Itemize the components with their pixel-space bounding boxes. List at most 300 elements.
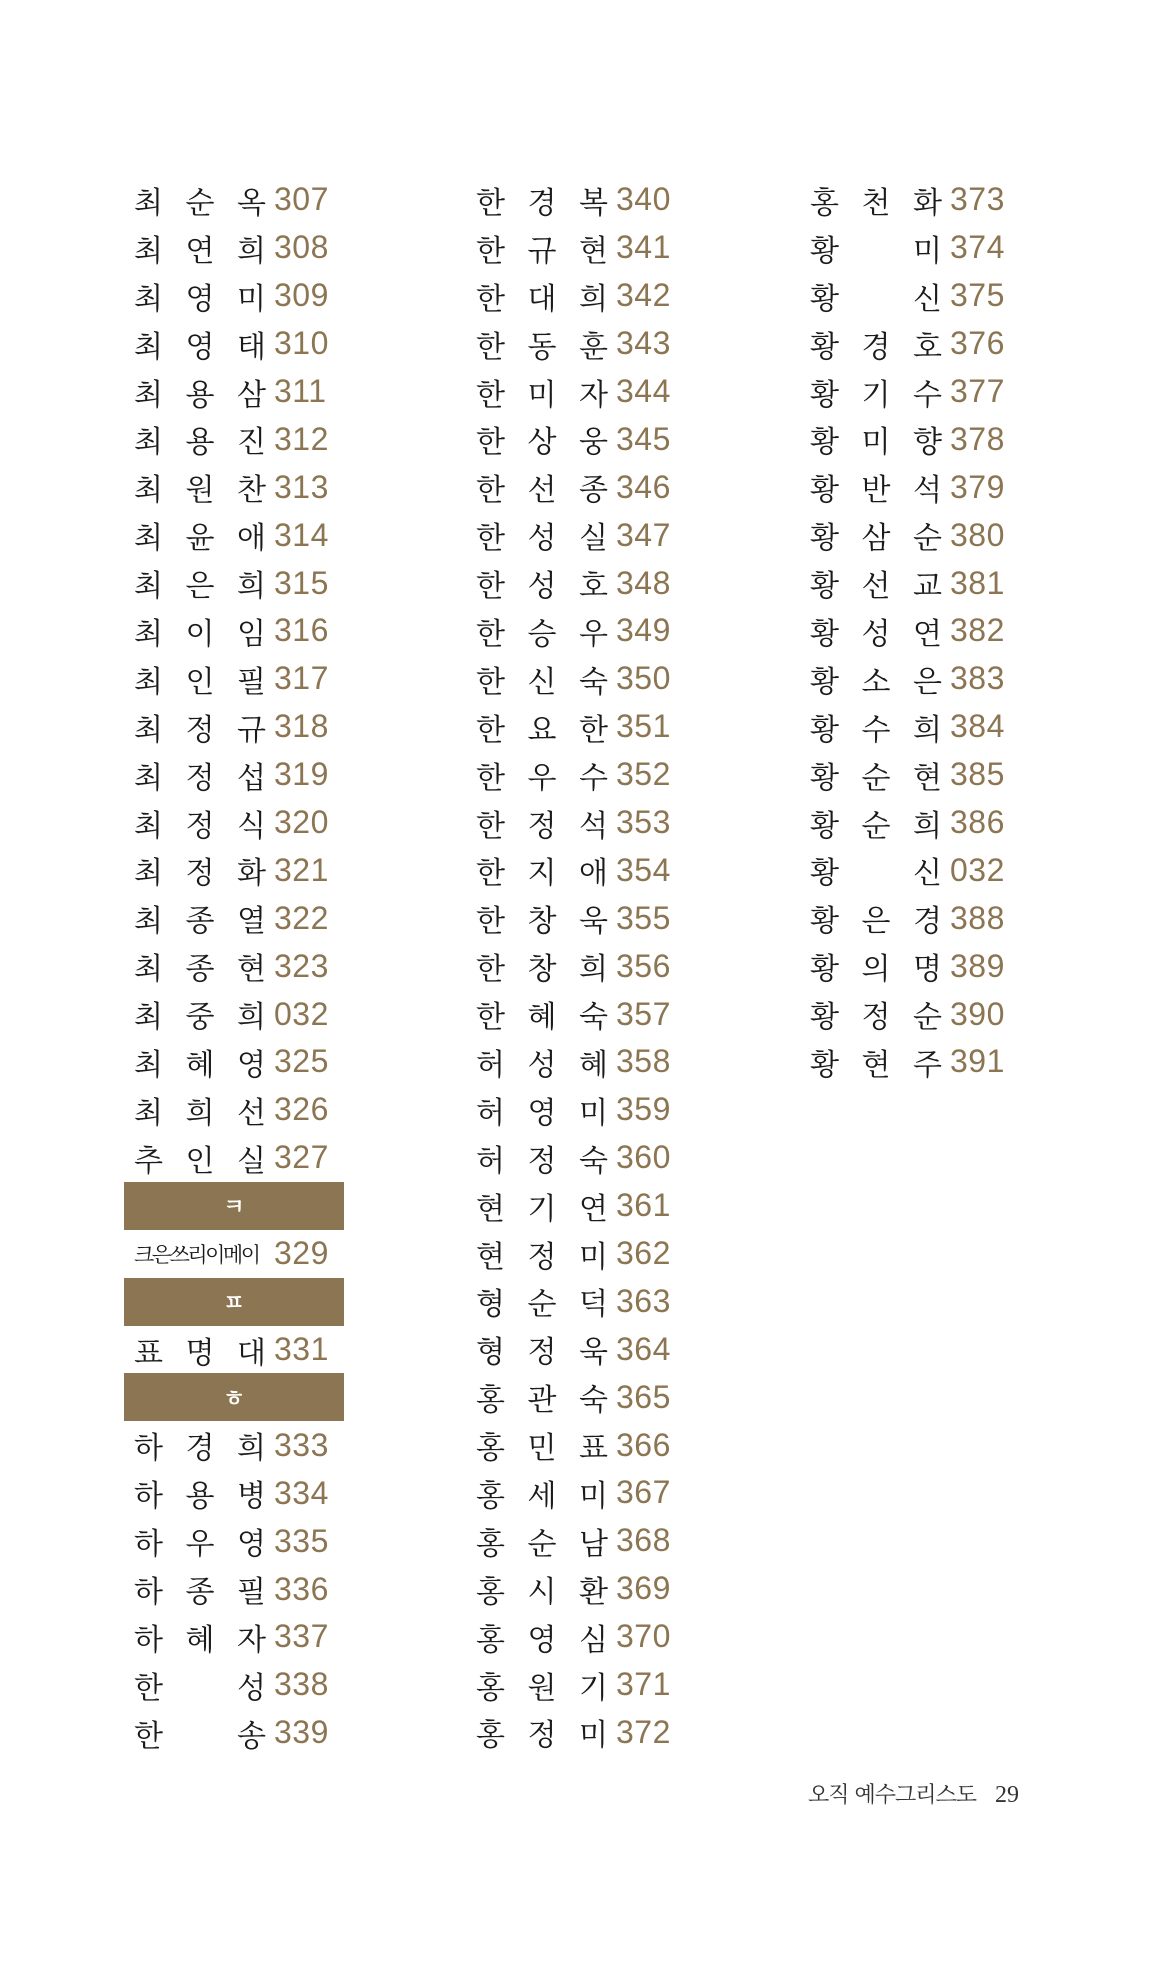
name-char: 송: [237, 1718, 266, 1754]
entry-page-number: 307: [274, 181, 329, 218]
name-char: 한: [476, 904, 505, 940]
name-char: 표: [134, 1335, 163, 1371]
entry-page-number: 312: [274, 420, 329, 457]
entry-page-number: 308: [274, 229, 329, 266]
index-entry: [466, 1613, 686, 1661]
name-char: 미: [237, 281, 266, 317]
entry-page-number: 350: [616, 660, 671, 697]
name-char: 혜: [185, 1047, 215, 1083]
name-char: 정: [185, 856, 215, 892]
name-char: 최: [134, 1047, 163, 1083]
name-char: 원: [185, 473, 215, 509]
name-char: 홍: [476, 1574, 505, 1610]
index-entry: [800, 224, 1020, 272]
name-char: 홍: [476, 1383, 505, 1419]
name-char: 인: [185, 664, 215, 700]
name-char: 기: [579, 1670, 608, 1706]
name-char: 승: [527, 616, 557, 652]
entry-name: [466, 1423, 608, 1467]
section-header: ㅋ: [124, 1182, 344, 1230]
entry-page-number: 032: [950, 851, 1005, 888]
name-char: 순: [185, 185, 215, 221]
index-entry: [466, 1517, 686, 1565]
entry-name: [466, 274, 608, 318]
index-entry: [800, 990, 1020, 1038]
name-char: 최: [134, 808, 163, 844]
name-char: 원: [527, 1670, 557, 1706]
entry-page-number: 321: [274, 851, 329, 888]
entry-page-number: 311: [274, 373, 327, 409]
name-char: 한: [476, 185, 505, 221]
name-char: 상: [527, 425, 557, 461]
entry-name: [124, 370, 266, 414]
name-char: 종: [185, 952, 215, 988]
entry-page-number: 383: [950, 660, 1005, 697]
index-entry: [800, 846, 1020, 894]
name-char: 최: [134, 952, 163, 988]
entry-name: [124, 801, 266, 845]
name-char: 한: [134, 1718, 163, 1754]
index-entry: [466, 511, 686, 559]
name-char: 정: [185, 760, 215, 796]
entry-page-number: 391: [950, 1043, 1005, 1080]
entry-page-number: 314: [274, 516, 329, 553]
index-entry: [800, 415, 1020, 463]
entry-page-number: 390: [950, 995, 1005, 1032]
index-entry: [800, 272, 1020, 320]
name-char: 수: [861, 712, 891, 748]
name-char: 태: [237, 329, 266, 365]
name-char: 실: [579, 521, 608, 557]
index-entry: [466, 942, 686, 990]
entry-page-number: 358: [616, 1043, 671, 1080]
name-char: 성: [237, 1670, 266, 1706]
name-char: 숙: [579, 1143, 608, 1179]
index-entry: [800, 463, 1020, 511]
index-entry: [124, 1661, 344, 1709]
name-char: 영: [527, 1622, 557, 1658]
name-char: 숙: [579, 664, 608, 700]
name-char: 삼: [237, 377, 266, 413]
name-char: 식: [237, 808, 266, 844]
name-char: 정: [527, 1239, 557, 1275]
name-char: 선: [237, 1095, 266, 1131]
index-entry: [466, 607, 686, 655]
index-entry: [466, 1661, 686, 1709]
entry-name: [466, 657, 608, 701]
entry-name: [800, 561, 942, 605]
name-char: 경: [861, 329, 891, 365]
name-char: 최: [134, 569, 163, 605]
entry-page-number: 348: [616, 564, 671, 601]
entry-page-number: 325: [274, 1043, 329, 1080]
name-char: 자: [579, 377, 608, 413]
name-char: 황: [810, 856, 839, 892]
name-char: 혜: [527, 1000, 557, 1036]
name-char: 필: [237, 1575, 266, 1611]
name-char: 황: [810, 377, 839, 413]
entry-name: [800, 226, 942, 270]
name-char: 병: [237, 1479, 266, 1515]
name-char: 한: [476, 473, 505, 509]
name-char: 기: [527, 1191, 557, 1227]
name-char: 현: [237, 952, 266, 988]
entry-name: [800, 848, 942, 892]
entry-page-number: 371: [616, 1666, 671, 1703]
entry-page-number: 369: [616, 1570, 671, 1607]
index-entry: [124, 1038, 344, 1086]
entry-name: [800, 1040, 942, 1084]
name-char: 황: [810, 233, 839, 269]
name-char: 옥: [237, 185, 266, 221]
name-char: 순: [913, 1000, 942, 1036]
entry-page-number: 316: [274, 612, 329, 649]
name-char: 순: [913, 521, 942, 557]
entry-name: [466, 370, 608, 414]
name-char: 형: [476, 1287, 505, 1323]
entry-page-number: 354: [616, 851, 671, 888]
index-entry: [124, 1421, 344, 1469]
name-char: 황: [810, 281, 839, 317]
name-char: 희: [913, 712, 942, 748]
name-char: 홍: [476, 1478, 505, 1514]
entry-name: [466, 322, 608, 366]
name-char: 추: [134, 1143, 163, 1179]
name-char: 훈: [579, 329, 608, 365]
name-char: 황: [810, 425, 839, 461]
section-header: ㅍ: [124, 1278, 344, 1326]
index-entry: [466, 368, 686, 416]
entry-name: [124, 657, 266, 701]
entry-page-number: 343: [616, 325, 671, 362]
name-char: 한: [476, 233, 505, 269]
name-char: 신: [527, 664, 557, 700]
name-char: 선: [861, 569, 891, 605]
name-char: 최: [134, 521, 163, 557]
index-entry: [466, 1373, 686, 1421]
name-char: 수: [913, 377, 942, 413]
name-char: 성: [527, 569, 557, 605]
name-char: 희: [913, 808, 942, 844]
entry-name: [124, 1663, 266, 1707]
entry-name: [124, 609, 266, 653]
name-char: 최: [134, 281, 163, 317]
entry-name: [466, 1088, 608, 1132]
name-char: 진: [237, 425, 266, 461]
name-char: 심: [579, 1622, 608, 1658]
book-title: 오직 예수그리스도: [808, 1783, 977, 1808]
index-entry: [466, 224, 686, 272]
entry-name: [800, 705, 942, 749]
name-char: 실: [237, 1143, 266, 1179]
entry-page-number: 346: [616, 468, 671, 505]
entry-page-number: 373: [950, 181, 1005, 218]
index-entry: [466, 1277, 686, 1325]
entry-name: [124, 705, 266, 749]
index-entry: [124, 176, 344, 224]
name-char: 최: [134, 185, 163, 221]
entry-name: [124, 178, 266, 222]
index-entry: [800, 511, 1020, 559]
name-char: 혜: [579, 1047, 608, 1083]
name-char: 형: [476, 1335, 505, 1371]
entry-page-number: 327: [274, 1139, 329, 1176]
index-entry: [800, 655, 1020, 703]
index-entry: [124, 1517, 344, 1565]
name-char: 홍: [476, 1526, 505, 1562]
entry-page-number: 323: [274, 947, 329, 984]
entry-page-number: 382: [950, 612, 1005, 649]
name-char: 기: [861, 377, 891, 413]
entry-page-number: 377: [950, 373, 1005, 409]
entry-page-number: 374: [950, 229, 1005, 266]
name-char: 한: [476, 281, 505, 317]
index-entry: [800, 894, 1020, 942]
name-char: 창: [527, 952, 557, 988]
entry-name: [466, 1040, 608, 1084]
name-char: 향: [913, 425, 942, 461]
page-footer: [808, 1778, 1019, 1809]
name-char: 지: [527, 856, 557, 892]
entry-page-number: 351: [616, 708, 671, 745]
entry-name: [124, 848, 266, 892]
name-char: 은: [861, 904, 891, 940]
entry-name: [124, 944, 266, 988]
index-entry: [124, 463, 344, 511]
name-char: 관: [527, 1383, 557, 1419]
name-char: 삼: [861, 521, 891, 557]
name-char: 정: [527, 1335, 557, 1371]
entry-name: [466, 226, 608, 270]
entry-page-number: 357: [616, 995, 671, 1032]
entry-name: [800, 992, 942, 1036]
name-char: 황: [810, 616, 839, 652]
name-char: 최: [134, 664, 163, 700]
entry-page-number: 356: [616, 947, 671, 984]
name-char: 정: [527, 1143, 557, 1179]
name-char: 화: [913, 185, 942, 221]
name-char: 한: [476, 1000, 505, 1036]
name-char: 애: [579, 856, 608, 892]
entry-name: [124, 1711, 266, 1755]
name-char: 천: [861, 185, 891, 221]
entry-name: [124, 513, 266, 557]
name-char: 한: [476, 712, 505, 748]
entry-page-number: 359: [616, 1091, 671, 1128]
name-char: 연: [913, 616, 942, 652]
name-char: 영: [237, 1047, 266, 1083]
entry-name: [800, 944, 942, 988]
index-entry: [466, 1709, 686, 1757]
entry-page-number: 335: [274, 1522, 329, 1559]
name-char: 명: [913, 952, 942, 988]
entry-page-number: 345: [616, 420, 671, 457]
entry-page-number: 365: [616, 1378, 671, 1415]
name-char: 현: [861, 1047, 891, 1083]
name-char: 열: [237, 904, 266, 940]
name-char: 홍: [810, 185, 839, 221]
entry-page-number: 386: [950, 804, 1005, 841]
index-entry: [466, 703, 686, 751]
name-char: 황: [810, 329, 839, 365]
index-column-2: [466, 176, 686, 1756]
name-char: 석: [579, 808, 608, 844]
name-char: 의: [861, 952, 891, 988]
index-column-1: [124, 176, 344, 1757]
entry-name: [466, 944, 608, 988]
index-entry: [466, 1134, 686, 1182]
index-entry: [800, 320, 1020, 368]
entry-name: [800, 417, 942, 461]
index-entry: [800, 1038, 1020, 1086]
name-char: 하: [134, 1527, 163, 1563]
name-char: 황: [810, 712, 839, 748]
entry-name: [124, 561, 266, 605]
name-char: 희: [237, 569, 266, 605]
name-char: 희: [579, 952, 608, 988]
name-char: 복: [579, 185, 608, 221]
entry-page-number: 384: [950, 708, 1005, 745]
name-char: 영: [527, 1095, 557, 1131]
name-char: 순: [527, 1526, 557, 1562]
entry-page-number: 333: [274, 1426, 329, 1463]
name-char: 하: [134, 1431, 163, 1467]
name-char: 황: [810, 664, 839, 700]
entry-name: [800, 370, 942, 414]
entry-name: [466, 1232, 608, 1276]
entry-name: [800, 753, 942, 797]
name-char: 자: [237, 1622, 266, 1658]
name-char: 정: [185, 712, 215, 748]
name-char: 미: [527, 377, 557, 413]
name-char: 순: [527, 1287, 557, 1323]
index-entry: [466, 1038, 686, 1086]
name-char: 황: [810, 569, 839, 605]
name-char: 민: [527, 1431, 557, 1467]
index-entry: [124, 1709, 344, 1757]
index-entry: [800, 607, 1020, 655]
entry-page-number: 355: [616, 899, 671, 936]
entry-page-number: 370: [616, 1618, 671, 1655]
index-entry: [124, 415, 344, 463]
index-entry: [466, 655, 686, 703]
entry-page-number: 317: [274, 660, 329, 697]
name-char: 경: [913, 904, 942, 940]
index-entry: [124, 846, 344, 894]
name-char: 희: [237, 1431, 266, 1467]
name-char: 현: [476, 1239, 505, 1275]
entry-page-number: 362: [616, 1235, 671, 1272]
name-char: 경: [527, 185, 557, 221]
entry-page-number: 310: [274, 325, 329, 362]
name-char: 최: [134, 233, 163, 269]
name-char: 한: [476, 952, 505, 988]
index-entry: [124, 751, 344, 799]
entry-name: [800, 322, 942, 366]
entry-page-number: 331: [274, 1331, 329, 1368]
index-entry: [124, 1086, 344, 1134]
index-entry: [466, 1469, 686, 1517]
name-char: 황: [810, 473, 839, 509]
entry-name: [466, 992, 608, 1036]
name-char: 최: [134, 760, 163, 796]
name-char: 희: [185, 1095, 215, 1131]
name-char: 수: [579, 760, 608, 796]
name-char: 용: [185, 377, 215, 413]
name-char: 선: [527, 473, 557, 509]
name-char: 화: [237, 856, 266, 892]
entry-name: [466, 1519, 608, 1563]
index-entry: [466, 320, 686, 368]
index-entry: [466, 990, 686, 1038]
entry-page-number: 375: [950, 277, 1005, 314]
index-entry: [124, 320, 344, 368]
index-entry: [124, 1565, 344, 1613]
name-char: 최: [134, 1000, 163, 1036]
name-char: 숙: [579, 1383, 608, 1419]
name-char: 숙: [579, 1000, 608, 1036]
name-char: 연: [185, 233, 215, 269]
name-char: 영: [237, 1527, 266, 1563]
index-entry: [466, 799, 686, 847]
entry-page-number: 334: [274, 1474, 329, 1511]
name-char: 우: [527, 760, 557, 796]
name-char: 인: [185, 1143, 215, 1179]
entry-name: [466, 801, 608, 845]
name-char: 종: [185, 904, 215, 940]
name-char: 허: [476, 1095, 505, 1131]
entry-name: [124, 322, 266, 366]
entry-name: [800, 801, 942, 845]
name-char: 한: [476, 521, 505, 557]
entry-name: [800, 274, 942, 318]
entry-page-number: 347: [616, 516, 671, 553]
name-char: 규: [527, 233, 557, 269]
entry-name: [466, 705, 608, 749]
index-column-3: [800, 176, 1020, 1086]
index-entry: [800, 942, 1020, 990]
index-entry: [124, 368, 344, 416]
index-entry: [124, 1613, 344, 1661]
name-char: 황: [810, 808, 839, 844]
index-entry: [466, 415, 686, 463]
entry-name: [466, 1663, 608, 1707]
name-char: 규: [237, 712, 266, 748]
entry-page-number: 366: [616, 1426, 671, 1463]
entry-page-number: 363: [616, 1282, 671, 1319]
index-entry: [466, 1421, 686, 1469]
index-entry: [800, 751, 1020, 799]
entry-page-number: 385: [950, 756, 1005, 793]
name-char: 크은쓰리이메이: [134, 1242, 259, 1267]
name-char: 미: [579, 1095, 608, 1131]
name-char: 정: [185, 808, 215, 844]
index-entry: [466, 1325, 686, 1373]
index-entry: [466, 272, 686, 320]
name-char: 홍: [476, 1431, 505, 1467]
entry-name: [124, 1471, 266, 1515]
name-char: 한: [476, 760, 505, 796]
entry-page-number: 376: [950, 325, 1005, 362]
name-char: 은: [913, 664, 942, 700]
entry-name: [124, 1567, 266, 1611]
index-entry: [466, 1565, 686, 1613]
entry-name: [124, 1328, 266, 1372]
index-entry: [466, 176, 686, 224]
name-char: 섭: [237, 760, 266, 796]
name-char: 석: [913, 473, 942, 509]
name-char: 순: [861, 808, 891, 844]
